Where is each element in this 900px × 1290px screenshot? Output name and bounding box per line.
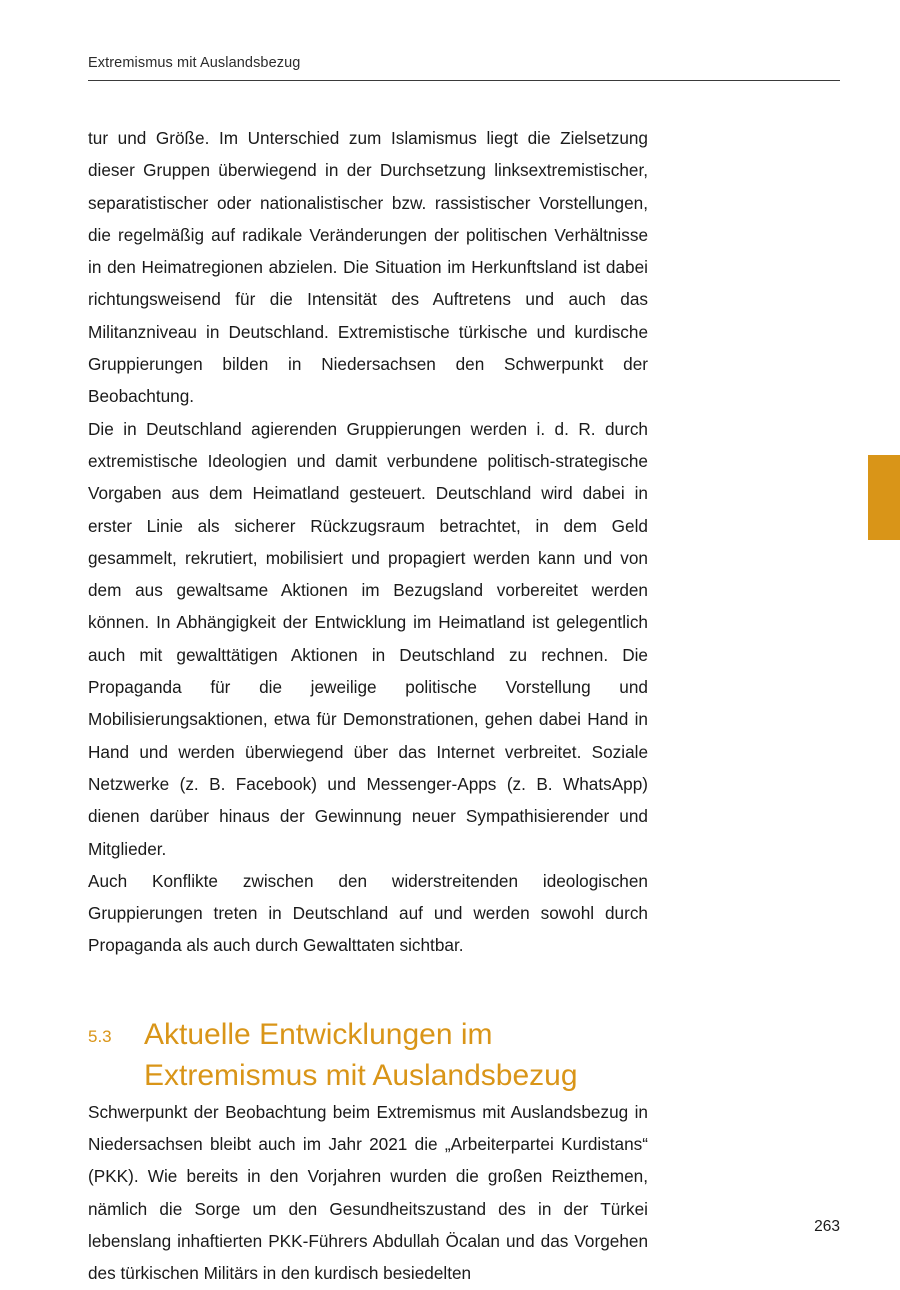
page-content: [88, 122, 648, 1290]
running-head: [88, 55, 840, 81]
section-title: Aktuelle Entwicklungen im Extremismus mit Auslandsbezug: [144, 1017, 578, 1092]
body-paragraph: Schwerpunkt der Beobachtung beim Extremismus mit Auslandsbezug in Niedersachsen bleibt auch im Jahr 2021 die „Arbeiterpartei Kurdistans“ (PKK). Wie bereits in den Vorjahren wurden die großen Reizthemen, nämlich die Sorge um den Gesundheitszustand des in der Türkei lebenslang inhaftierten PKK-Führers Abdullah Öcalan und das Vorgehen des türkischen Militärs in den kurdisch besiedelten: [88, 1101, 648, 1284]
body-paragraph: Auch Konflikte zwischen den widerstreitenden ideologischen Gruppierungen treten in Deutschland auf und werden sowohl durch Propaganda als auch durch Gewalttaten sichtbar.: [88, 870, 648, 956]
body-paragraph: tur und Größe. Im Unterschied zum Islamismus liegt die Zielsetzung dieser Gruppen überwiegend in der Durchsetzung linksextremistischer, separatistischer oder nationalistischer bzw. rassistischer Vorstellungen, die regelmäßig auf radikale Veränderungen der politischen Verhältnisse in den Heimatregionen abzielen. Die Situation im Herkunftsland ist dabei richtungsweisend für die Intensität des Auftretens und auch das Militanzniveau in Deutschland. Extremistische türkische und kurdische Gruppierungen bilden in Niedersachsen den Schwerpunkt der Beobachtung.: [88, 128, 648, 407]
chapter-edge-marker: [868, 455, 900, 540]
running-head-rule: [88, 80, 840, 81]
page-number: 263: [814, 1218, 840, 1235]
section-heading: [88, 1014, 648, 1096]
body-paragraph: Die in Deutschland agierenden Gruppierungen werden i. d. R. durch extremistische Ideologien und damit verbundene politisch-strategische Vorgaben aus dem Heimatland gesteuert. Deutschland wird dabei in erster Linie als sicherer Rückzugsraum betrachtet, in dem Geld gesammelt, rekrutiert, mobilisiert und propagiert werden kann und von dem aus gewaltsame Aktionen im Bezugsland vorbereitet werden können. In Abhängigkeit der Entwicklung im Heimatland ist gelegentlich auch mit gewalttätigen Aktionen in Deutschland zu rechnen. Die Propaganda für die jeweilige politische Vorstellung und Mobilisierungsaktionen, etwa für Demonstrationen, gehen dabei Hand in Hand und werden überwiegend über das Internet verbreitet. Soziale Netzwerke (z. B. Facebook) und Messenger-Apps (z. B. WhatsApp) dienen darüber hinaus der Gewinnung neuer Sympathisierender und Mitglieder.: [88, 418, 648, 859]
section-number: 5.3: [88, 1026, 112, 1046]
running-head-text: Extremismus mit Auslandsbezug: [88, 55, 301, 71]
